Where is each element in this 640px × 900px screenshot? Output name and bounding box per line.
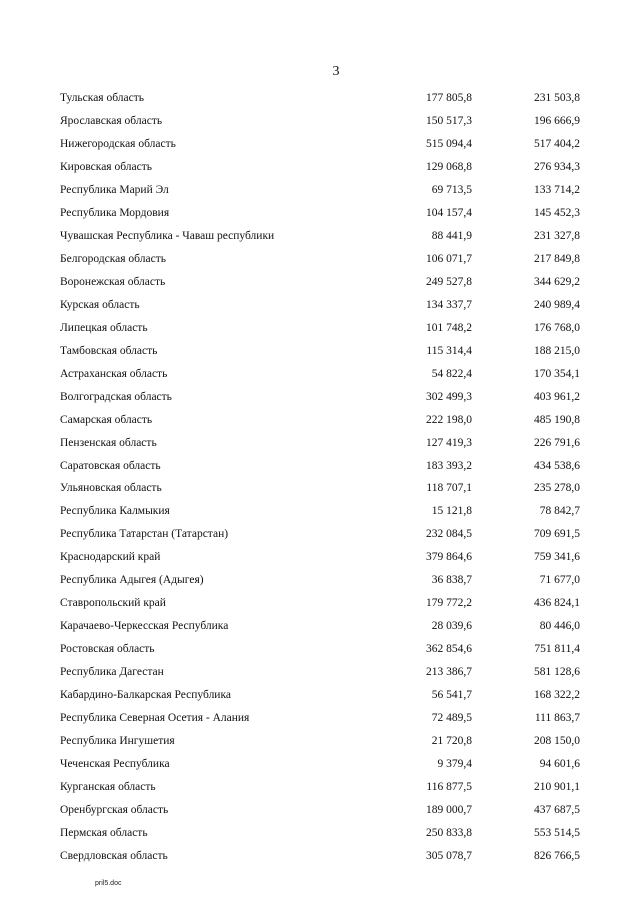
region-name: Астраханская область [60, 367, 168, 380]
value-column-2: 517 404,2 [534, 137, 580, 150]
value-column-2: 176 768,0 [534, 321, 580, 334]
region-name: Воронежская область [60, 275, 166, 288]
region-name: Республика Калмыкия [60, 505, 170, 518]
table-row [60, 340, 580, 363]
value-column-1: 115 314,4 [426, 344, 472, 357]
data-table [60, 87, 580, 868]
region-name: Карачаево-Черкесская Республика [60, 620, 229, 633]
value-column-2: 553 514,5 [534, 827, 580, 839]
value-column-1: 9 379,4 [437, 758, 472, 771]
value-column-2: 434 538,6 [534, 459, 580, 472]
table-row [60, 248, 580, 271]
region-name: Кабардино-Балкарская Республика [60, 689, 231, 702]
table-row [60, 317, 580, 340]
region-name: Пензенская область [60, 436, 157, 449]
region-name: Ульяновская область [60, 482, 162, 495]
table-row [60, 546, 580, 569]
value-column-2: 709 691,5 [534, 528, 580, 541]
region-name: Республика Марий Эл [60, 183, 169, 196]
value-column-2: 759 341,6 [534, 551, 580, 564]
table-row [60, 133, 580, 156]
table-row [60, 87, 580, 110]
value-column-1: 36 838,7 [431, 574, 472, 587]
value-column-2: 111 863,7 [534, 712, 580, 725]
table-row [60, 225, 580, 248]
value-column-2: 145 452,3 [534, 206, 580, 219]
value-column-1: 515 094,4 [426, 137, 472, 150]
value-column-2: 437 687,5 [534, 804, 580, 817]
value-column-1: 118 707,1 [426, 482, 472, 495]
page-number: 3 [332, 64, 340, 79]
value-column-1: 250 833,8 [426, 827, 472, 839]
table-row [60, 822, 580, 845]
region-name: Волгоградская область [60, 390, 172, 403]
region-name: Республика Северная Осетия - Алания [60, 712, 250, 725]
table-row [60, 707, 580, 730]
value-column-1: 127 419,3 [426, 436, 472, 449]
table-row [60, 776, 580, 799]
region-name: Кировская область [60, 160, 153, 173]
region-name: Курская область [60, 298, 140, 311]
value-column-2: 94 601,6 [539, 758, 580, 771]
table-row [60, 156, 580, 179]
region-name: Свердловская область [60, 849, 168, 862]
value-column-1: 305 078,7 [426, 849, 472, 862]
value-column-1: 222 198,0 [426, 413, 472, 426]
value-column-2: 217 849,8 [534, 252, 580, 265]
value-column-2: 235 278,0 [534, 482, 580, 495]
table-row [60, 409, 580, 432]
value-column-2: 188 215,0 [534, 344, 580, 357]
footer-filename: pril5.doc [95, 880, 122, 887]
value-column-1: 150 517,3 [426, 114, 472, 127]
value-column-1: 232 084,5 [426, 528, 472, 541]
region-name: Республика Дагестан [60, 666, 164, 679]
value-column-2: 210 901,1 [534, 781, 580, 794]
table-row [60, 799, 580, 822]
value-column-1: 116 877,5 [426, 781, 472, 794]
table-row [60, 684, 580, 707]
value-column-2: 71 677,0 [539, 574, 580, 587]
region-name: Белгородская область [60, 252, 166, 265]
table-row [60, 753, 580, 776]
table-row [60, 730, 580, 753]
value-column-2: 826 766,5 [534, 849, 580, 862]
table-row [60, 386, 580, 409]
table-row [60, 569, 580, 592]
value-column-2: 168 322,2 [534, 689, 580, 702]
region-name: Краснодарский край [60, 551, 161, 564]
table-row [60, 638, 580, 661]
value-column-1: 213 386,7 [426, 666, 472, 679]
table-row [60, 432, 580, 455]
value-column-1: 134 337,7 [426, 298, 472, 311]
table-row [60, 110, 580, 133]
value-column-1: 379 864,6 [426, 551, 472, 564]
region-name: Чувашская Республика - Чаваш республики [60, 229, 275, 242]
value-column-1: 129 068,8 [426, 160, 472, 173]
value-column-1: 69 713,5 [431, 183, 472, 196]
value-column-1: 189 000,7 [426, 804, 472, 817]
value-column-2: 485 190,8 [534, 413, 580, 426]
value-column-1: 15 121,8 [431, 505, 472, 518]
value-column-2: 436 824,1 [534, 597, 580, 610]
value-column-1: 101 748,2 [426, 321, 472, 334]
region-name: Чеченская Республика [60, 758, 170, 771]
region-name: Тульская область [60, 92, 144, 104]
value-column-1: 177 805,8 [426, 92, 472, 104]
value-column-2: 208 150,0 [534, 735, 580, 748]
value-column-1: 179 772,2 [426, 597, 472, 610]
value-column-1: 54 822,4 [431, 367, 472, 380]
value-column-1: 362 854,6 [426, 643, 472, 656]
region-name: Курганская область [60, 781, 156, 794]
value-column-2: 276 934,3 [534, 160, 580, 173]
value-column-1: 302 499,3 [426, 390, 472, 403]
region-name: Республика Ингушетия [60, 735, 175, 748]
value-column-1: 249 527,8 [426, 275, 472, 288]
value-column-1: 28 039,6 [431, 620, 472, 633]
value-column-1: 106 071,7 [426, 252, 472, 265]
region-name: Ставропольский край [60, 597, 166, 610]
value-column-1: 56 541,7 [431, 689, 472, 702]
table-row [60, 179, 580, 202]
table-row [60, 294, 580, 317]
region-name: Самарская область [60, 413, 153, 426]
table-row [60, 202, 580, 225]
table-row [60, 363, 580, 386]
region-name: Нижегородская область [60, 137, 176, 150]
value-column-2: 403 961,2 [534, 390, 580, 403]
table-row [60, 500, 580, 523]
value-column-2: 226 791,6 [534, 436, 580, 449]
value-column-2: 581 128,6 [534, 666, 580, 679]
value-column-1: 104 157,4 [426, 206, 472, 219]
value-column-2: 170 354,1 [534, 367, 580, 380]
value-column-2: 231 503,8 [534, 92, 580, 104]
region-name: Оренбургская область [60, 804, 169, 817]
value-column-1: 183 393,2 [426, 459, 472, 472]
value-column-1: 72 489,5 [431, 712, 472, 725]
table-row [60, 845, 580, 868]
table-row [60, 661, 580, 684]
region-name: Республика Мордовия [60, 206, 170, 219]
region-name: Пермская область [60, 827, 148, 839]
value-column-2: 231 327,8 [534, 229, 580, 242]
value-column-2: 751 811,4 [534, 643, 580, 656]
region-name: Липецкая область [60, 321, 148, 334]
table-row [60, 523, 580, 546]
region-name: Ростовская область [60, 643, 155, 656]
value-column-2: 240 989,4 [534, 298, 580, 311]
value-column-2: 133 714,2 [534, 183, 580, 196]
table-row [60, 477, 580, 500]
value-column-1: 21 720,8 [431, 735, 472, 748]
value-column-2: 344 629,2 [534, 275, 580, 288]
value-column-2: 80 446,0 [539, 620, 580, 633]
region-name: Тамбовская область [60, 344, 158, 357]
value-column-1: 88 441,9 [431, 229, 472, 242]
table-row [60, 455, 580, 478]
region-name: Республика Татарстан (Татарстан) [60, 528, 229, 541]
region-name: Саратовская область [60, 459, 161, 472]
region-name: Ярославская область [60, 114, 163, 127]
table-row [60, 615, 580, 638]
table-row [60, 271, 580, 294]
value-column-2: 78 842,7 [539, 505, 580, 518]
region-name: Республика Адыгея (Адыгея) [60, 574, 204, 587]
value-column-2: 196 666,9 [534, 114, 580, 127]
table-row [60, 592, 580, 615]
